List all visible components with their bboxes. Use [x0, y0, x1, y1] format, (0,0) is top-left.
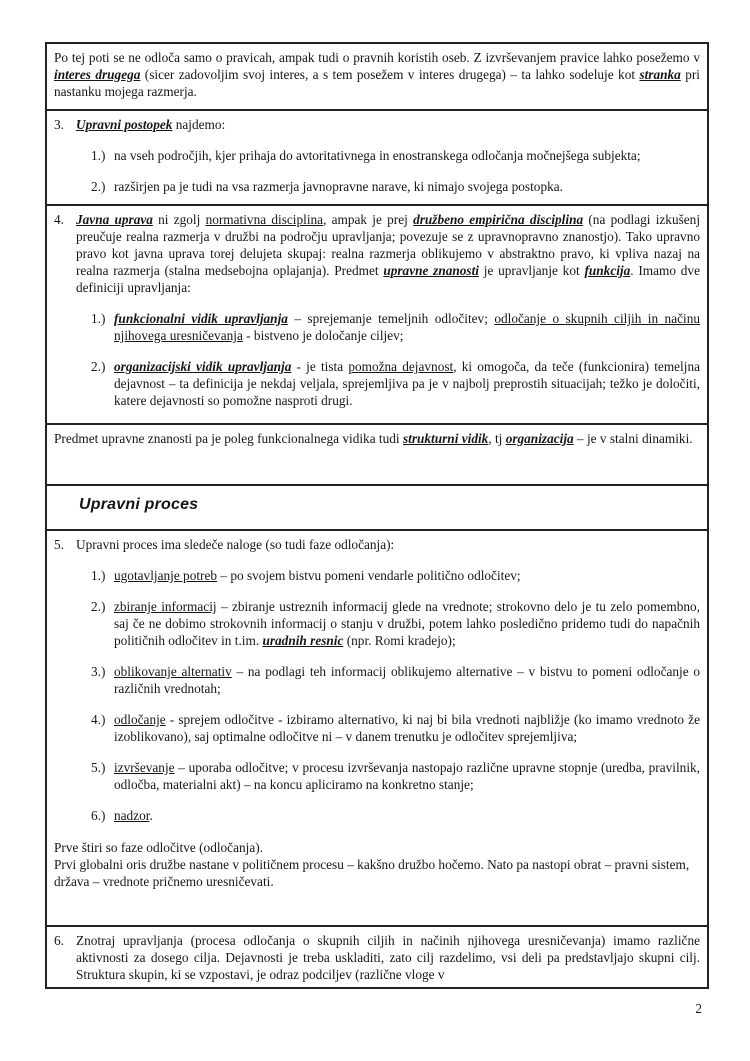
section-3-number: 3.	[54, 117, 64, 132]
intro-paragraph: Po tej poti se ne odloča samo o pravicah, ampak tudi o pravnih koristih oseb. Z izvrševanjem pravice lahko posežemo v interes drugega (sicer zadovoljim svoj interes, a s tem posežem v interes drugega) – ta lahko sodeluje kot stranka pri nastanku mojega razmerja.	[54, 50, 700, 99]
intro-paragraph-box	[45, 42, 709, 111]
section-5-box	[45, 529, 709, 927]
item-text: razširjen pa je tudi na vsa razmerja javnopravne narave, ki nimajo svojega postopka.	[114, 179, 563, 194]
section-4-item-1	[91, 310, 700, 344]
item-text: zbiranje informacij – zbiranje ustreznih informacij glede na vrednote; strokovno delo je tu zelo pomembno, saj če ne dobimo strokovnih informacij o stanju v družbi, potem lahko posledično pridemo tudi do napačnih političnih odločitev in t.im. uradnih resnic (npr. Romi kradejo);	[114, 599, 701, 648]
section-4-box	[45, 204, 709, 425]
closing-paragraph-2: Prvi globalni oris družbe nastane v političnem procesu – kakšno družbo hočemo. Nato pa nastopi obrat – pravni sistem, država – vrednote pričnemo uresničevati.	[54, 857, 690, 889]
item-text: organizacijski vidik upravljanja - je tista pomožna dejavnost, ki omogoča, da teče (funkcionira) temeljna dejavnost – ta definicija je nekdaj veljala, sprejemljiva pa je v najbolj preprostih situacijah; težko je določiti, katere dejavnosti so pomožne nasproti drugi.	[114, 359, 701, 408]
heading-box	[45, 484, 709, 531]
item-number: 1.)	[91, 568, 106, 583]
item-text: izvrševanje – uporaba odločitve; v procesu izvrševanja nastopajo različne upravne stopnje (uredba, pravilnik, odločba, materialni akt) – na koncu apliciramo na konkretno stanje;	[114, 760, 700, 792]
section-3-item-1	[91, 147, 700, 164]
section-5-item-2	[91, 598, 700, 649]
section-5-number: 5.	[54, 537, 64, 552]
section-6-lead-text: Znotraj upravljanja (procesa odločanja o skupnih ciljih in načinih njihovega uresničevanja) imamo različne aktivnosti za dosego cilja. Dejavnosti je treba uskladiti, zato cilj razdelimo, vsi deli pa predstavljajo skupni cilj. Struktura skupin, ki se vzpostavi, je odraz podciljev (različne vloge v	[76, 933, 700, 982]
item-number: 6.)	[91, 808, 106, 823]
section-5-lead	[54, 536, 700, 553]
item-text: ugotavljanje potreb – po svojem bistvu pomeni vendarle politično odločitev;	[114, 568, 521, 583]
section-4-item-2	[91, 358, 700, 409]
item-number: 2.)	[91, 599, 106, 614]
closing-paragraph-1: Prve štiri so faze odločitve (odločanja).	[54, 840, 263, 855]
section-5-item-3	[91, 663, 700, 697]
item-number: 1.)	[91, 311, 106, 326]
item-text: na vseh področjih, kjer prihaja do avtoritativnega in enostranskega odločanja močnejšega subjekta;	[114, 148, 641, 163]
section-3-item-2	[91, 178, 700, 195]
item-text: oblikovanje alternativ – na podlagi teh informacij oblikujemo alternative – v bistvu to pomeni odločanje o različnih vrednotah;	[114, 664, 701, 696]
section-6-box	[45, 925, 709, 989]
section-5-closing-paragraphs	[54, 839, 700, 890]
section-heading: Upravni proces	[79, 496, 199, 513]
section-5-item-6	[91, 807, 700, 824]
item-number: 1.)	[91, 148, 106, 163]
section-5-item-4	[91, 711, 700, 745]
section-5-lead-text: Upravni proces ima sledeče naloge (so tudi faze odločanja):	[76, 537, 395, 552]
predmet-paragraph: Predmet upravne znanosti pa je poleg funkcionalnega vidika tudi strukturni vidik, tj organizacija – je v stalni dinamiki.	[54, 431, 693, 446]
item-text: odločanje - sprejem odločitve - izbiramo alternativo, ki naj bi bila vrednoti najbližje (ko imamo vrednoto že izoblikovano), saj optimalne odločitve ni – v danem trenutku je odločitev sprejemljiva;	[114, 712, 700, 744]
page-number: 2	[695, 1001, 702, 1016]
item-number: 3.)	[91, 664, 106, 679]
item-number: 4.)	[91, 712, 106, 727]
section-5-item-1	[91, 567, 700, 584]
section-3-lead	[54, 116, 700, 133]
item-text: nadzor.	[114, 808, 153, 823]
item-number: 2.)	[91, 179, 106, 194]
section-3-lead-text: Upravni postopek najdemo:	[76, 117, 226, 132]
item-number: 5.)	[91, 760, 106, 775]
section-5-item-5	[91, 759, 700, 793]
section-4-lead	[54, 211, 700, 296]
content-table	[45, 44, 709, 989]
section-3-box	[45, 109, 709, 206]
section-4-lead-text: Javna uprava ni zgolj normativna disciplina, ampak je prej družbeno empirična disciplina (na podlagi izkušenj preučuje realna razmerja v družbi na področju upravljanja; povezuje se z upravnopravno znanostjo). Tako upravno pravo kot javna uprava torej delujeta skupaj: realna razmerja oblikujemo v abstraktno pravo, ki vpliva nazaj na realna razmerja (stalna medsebojna oplajanja). Predmet upravne znanosti je upravljanje kot funkcija. Imamo dve definiciji upravljanja:	[76, 212, 701, 295]
section-6-lead	[54, 932, 700, 983]
predmet-paragraph-box	[45, 423, 709, 486]
section-4-number: 4.	[54, 212, 64, 227]
section-6-number: 6.	[54, 933, 64, 948]
item-number: 2.)	[91, 359, 106, 374]
item-text: funkcionalni vidik upravljanja – sprejemanje temeljnih odločitev; odločanje o skupnih ciljih in načinu njihovega uresničevanja - bistveno je določanje ciljev;	[114, 311, 701, 343]
